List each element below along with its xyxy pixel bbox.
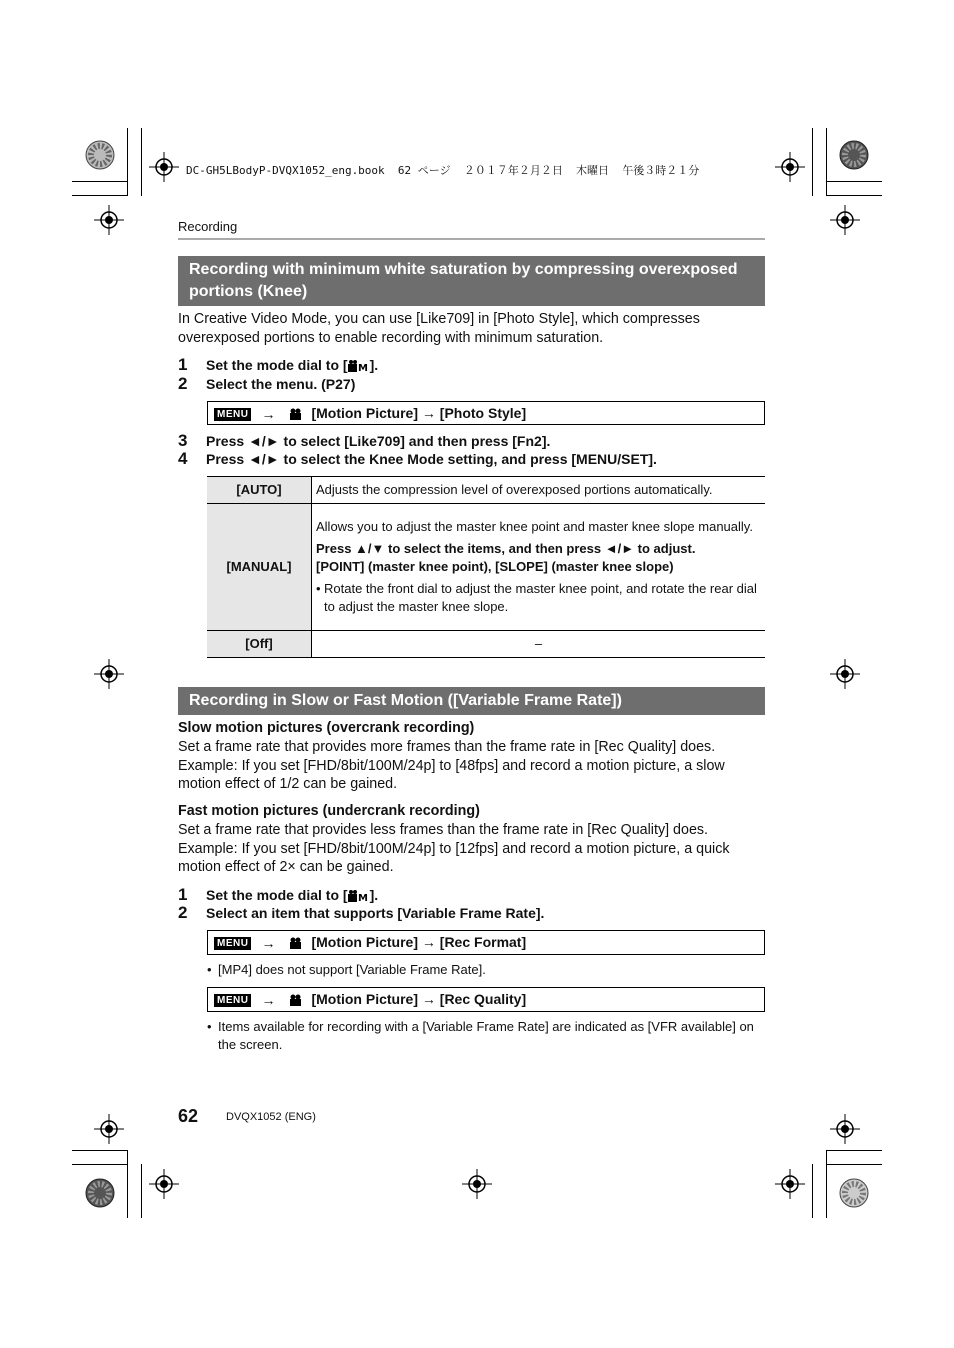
registration-mark-icon: [462, 1169, 492, 1199]
step-1: 1 Set the mode dial to [ M ].: [178, 355, 379, 374]
color-target-icon: [839, 140, 869, 170]
menu-path-rec-format: MENU → [Motion Picture] → [Rec Format]: [207, 930, 765, 955]
knee-settings-table: [207, 476, 765, 658]
slow-motion-text: Set a frame rate that provides more frames than the frame rate in [Rec Quality] does. Example: If you set [FHD/8bit/100M/24p] to [48fps] and record a motion picture, a slow motion effect of 1/2 can be gained.: [178, 739, 725, 792]
arrow-icon: →: [261, 935, 276, 952]
section-title-vfr: Recording in Slow or Fast Motion ([Variable Frame Rate]): [178, 687, 765, 715]
arrow-icon: →: [261, 406, 276, 423]
creative-video-mode-icon: [348, 890, 370, 902]
table-desc: Adjusts the compression level of overexposed portions automatically.: [312, 477, 766, 504]
registration-mark-icon: [775, 152, 805, 182]
table-desc: –: [312, 631, 766, 658]
table-desc: Allows you to adjust the master knee point and master knee slope manually. Press ▲/▼ to select the items, and then press ◄/► to adjust. [POINT] (master knee point), [SLOPE] (master knee slope) • Rotate the front dial to adjust the master knee point, and rotate the rear dial to adjust the master knee slope.: [312, 504, 766, 631]
table-key: [AUTO]: [207, 477, 312, 504]
step-4: 4 Press ◄/► to select the Knee Mode setting, and press [MENU/SET].: [178, 449, 657, 468]
registration-mark-icon: [830, 659, 860, 689]
step-2: 2 Select the menu. (P27): [178, 374, 356, 393]
fast-motion-text: Set a frame rate that provides less frames than the frame rate in [Rec Quality] does. Example: If you set [FHD/8bit/100M/24p] to [12fps] and record a motion picture, a quick motion effect of 2× can be gained.: [178, 822, 730, 875]
registration-mark-icon: [830, 205, 860, 235]
menu-badge: MENU: [214, 408, 251, 421]
table-key: [Off]: [207, 631, 312, 658]
registration-mark-icon: [94, 205, 124, 235]
motion-picture-icon: [289, 408, 303, 420]
color-target-icon: [85, 1178, 115, 1208]
knee-intro: In Creative Video Mode, you can use [Like709] in [Photo Style], which compresses overexposed portions to enable recording with minimum saturation.: [178, 311, 700, 346]
section-title-knee: Recording with minimum white saturation by compressing overexposed portions (Knee): [178, 256, 765, 306]
registration-mark-icon: [94, 659, 124, 689]
arrow-icon: →: [261, 992, 276, 1009]
color-target-icon: [85, 140, 115, 170]
color-target-icon: [839, 1178, 869, 1208]
model-code: DVQX1052 (ENG): [226, 1111, 316, 1123]
registration-mark-icon: [775, 1169, 805, 1199]
table-row: [207, 631, 765, 658]
creative-video-mode-icon: [348, 360, 370, 372]
registration-mark-icon: [830, 1114, 860, 1144]
registration-mark-icon: [94, 1114, 124, 1144]
step-1: 1 Set the mode dial to [ M ].: [178, 885, 379, 904]
menu-path-rec-quality: MENU → [Motion Picture] → [Rec Quality]: [207, 987, 765, 1012]
svg-text:M: M: [357, 893, 368, 903]
table-row: [207, 504, 765, 631]
fast-motion-heading: Fast motion pictures (undercrank recording): [178, 803, 480, 819]
motion-picture-icon: [289, 994, 303, 1006]
note-mp4: • [MP4] does not support [Variable Frame Rate].: [207, 962, 486, 977]
registration-mark-icon: [149, 152, 179, 182]
page-number: 62: [178, 1106, 199, 1126]
slow-motion-heading: Slow motion pictures (overcrank recording): [178, 720, 475, 736]
registration-mark-icon: [149, 1169, 179, 1199]
svg-text:M: M: [357, 363, 368, 373]
step-2: 2 Select an item that supports [Variable Frame Rate].: [178, 903, 545, 922]
print-header: DC-GH5LBodyP-DVQX1052_eng.book 62 ページ ２０１７年２月２日 木曜日 午後３時２１分: [186, 164, 700, 177]
menu-path-photo-style: MENU → [Motion Picture] → [Photo Style]: [207, 401, 765, 425]
note-vfr-available: • Items available for recording with a [Variable Frame Rate] are indicated as [VFR available] on the screen.: [207, 1019, 754, 1052]
running-header: Recording: [178, 219, 238, 234]
step-3: 3 Press ◄/► to select [Like709] and then press [Fn2].: [178, 431, 551, 450]
table-row: [207, 477, 765, 504]
motion-picture-icon: [289, 937, 303, 949]
header-rule: [178, 238, 765, 240]
menu-badge: MENU: [214, 937, 251, 950]
menu-badge: MENU: [214, 994, 251, 1007]
table-key: [MANUAL]: [207, 504, 312, 631]
